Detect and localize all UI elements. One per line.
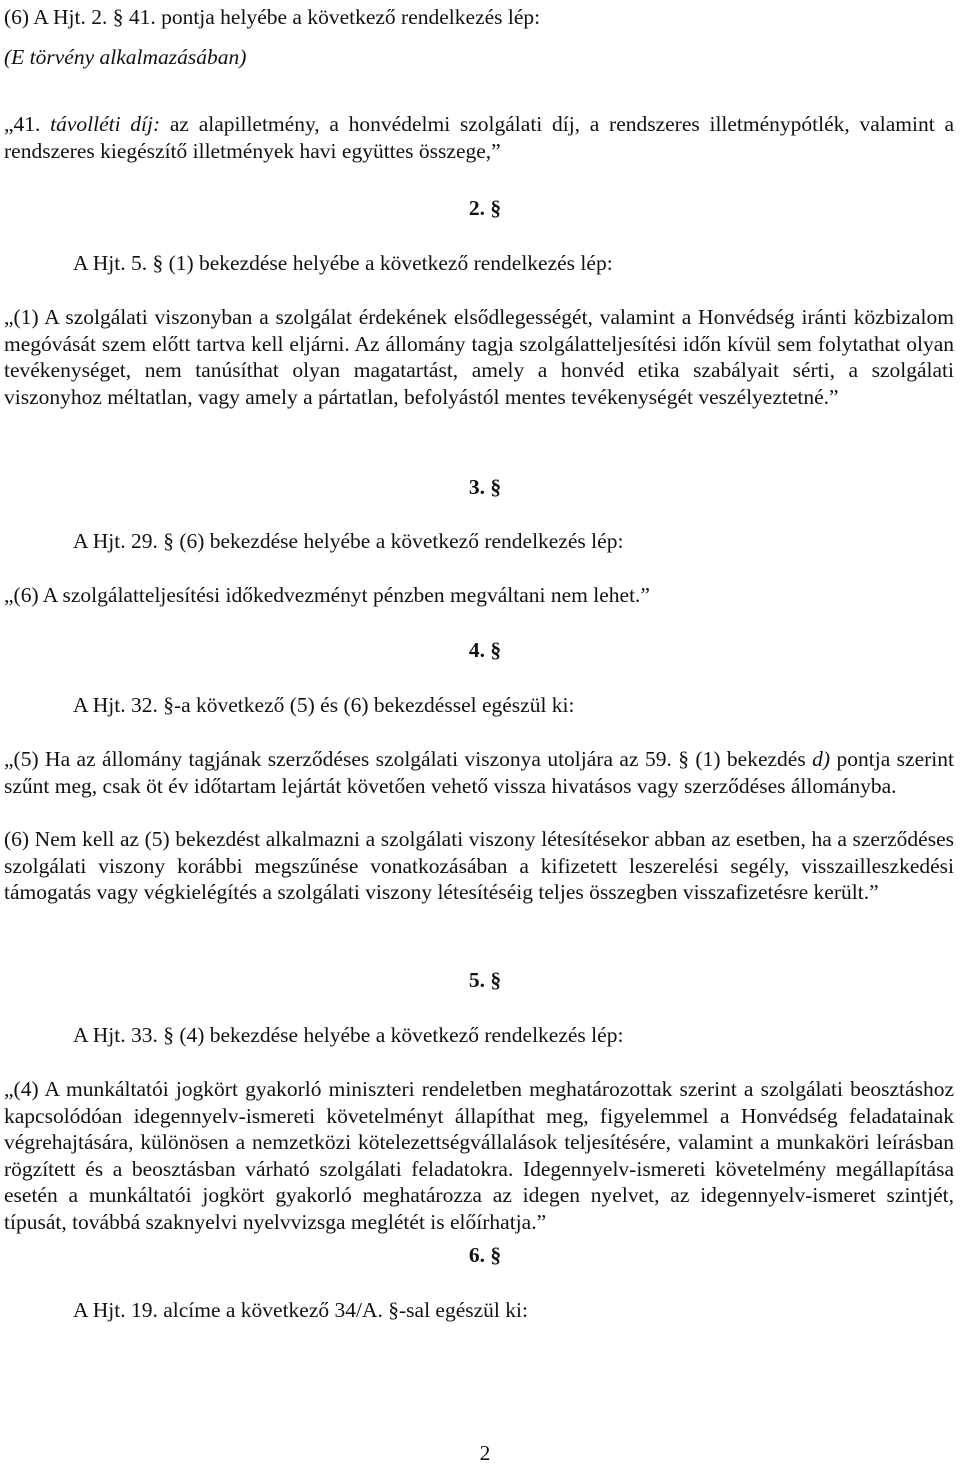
section-5-text: „(4) A munkáltatói jogkört gyakorló miniszteri rendeletben meghatározottak szerint a szolgálati beosztáshoz kapcsolódóan idegennyelv-ismereti követelményt állapíthat meg, figyelemmel a Honvédség feladatainak végrehajtására, különösen a nemzetközi kötelezettségvállalások teljesítésére, valamint a munkaköri leírásban rögzített és a beosztásban várható szolgálati feladatokra. Idegennyelv-ismereti követelmény megállapítása esetén a munkáltatói jogkört gyakorló meghatározza az idegen nyelvet, az idegennyelv-ismeret szintjét, típusát, továbbá szaknyelvi nyelvvizsga meglétét is előírhatja.” bbox=[4, 1077, 954, 1234]
section-4-heading: 4. § bbox=[468, 638, 502, 662]
section-3-heading: 3. § bbox=[468, 475, 502, 499]
amendment-line: (6) A Hjt. 2. § 41. pontja helyébe a következő rendelkezés lép: bbox=[4, 5, 541, 29]
page-number: 2 bbox=[479, 1441, 491, 1465]
section-2-intro: A Hjt. 5. § (1) bekezdése helyébe a következő rendelkezés lép: bbox=[73, 251, 613, 275]
definition-rest: az alapilletmény, a honvédelmi szolgálati díj, a rendszeres illetménypótlék, valamint a rendszeres kiegészítő illetmények havi együttes összege,” bbox=[4, 112, 954, 163]
context-line-italic: (E törvény alkalmazásában) bbox=[4, 45, 247, 69]
section-3-text: „(6) A szolgálatteljesítési időkedvezményt pénzben megváltani nem lehet.” bbox=[4, 583, 650, 607]
paragraph-5-point: d) bbox=[812, 747, 831, 771]
paragraph-5-part-b: pontja szerint szűnt meg, csak öt év időtartam lejártát követően vehető vissza hivatásos vagy szerződéses állományba. bbox=[4, 747, 954, 798]
paragraph-5-part-a: „(5) Ha az állomány tagjának szerződéses szolgálati viszonya utoljára az 59. § (1) bekezdés bbox=[4, 747, 813, 771]
context-line bbox=[4, 44, 954, 71]
section-5-heading: 5. § bbox=[468, 968, 502, 992]
section-6-intro: A Hjt. 19. alcíme a következő 34/A. §-sal egészül ki: bbox=[73, 1298, 528, 1322]
section-2-text: „(1) A szolgálati viszonyban a szolgálat érdekének elsődlegességét, valamint a Honvédség iránti közbizalom megóvását szem előtt tartva kell eljárni. Az állomány tagja szolgálatteljesítési időn kívül sem folytathat olyan tevékenységet, nem tanúsíthat olyan magatartást, amely a honvéd etika szabályait sérti, a szolgálati viszonyhoz méltatlan, vagy amely a pártatlan, befolyástól mentes tevékenységét veszélyeztetné.” bbox=[4, 305, 954, 409]
section-4-paragraph-6: (6) Nem kell az (5) bekezdést alkalmazni a szolgálati viszony létesítésekor abban az esetben, ha a szerződéses szolgálati viszony korábbi megszűnése vonatkozásában a kifizetett leszerelési segély, visszailleszkedési támogatás vagy végkielégítés a szolgálati viszony létesítéséig teljes összegben visszafizetésre került.” bbox=[4, 827, 954, 904]
section-2-heading: 2. § bbox=[468, 196, 502, 220]
section-5-intro: A Hjt. 33. § (4) bekezdése helyébe a következő rendelkezés lép: bbox=[73, 1023, 624, 1047]
section-6-heading: 6. § bbox=[468, 1243, 502, 1267]
section-3-intro: A Hjt. 29. § (6) bekezdése helyébe a következő rendelkezés lép: bbox=[73, 529, 624, 553]
section-4-paragraph-5 bbox=[4, 746, 954, 799]
definition-term: távolléti díj: bbox=[50, 112, 161, 136]
section-4-intro: A Hjt. 32. §-a következő (5) és (6) bekezdéssel egészül ki: bbox=[73, 693, 575, 717]
definition-open: „41. bbox=[4, 112, 51, 136]
definition-paragraph bbox=[4, 111, 954, 164]
